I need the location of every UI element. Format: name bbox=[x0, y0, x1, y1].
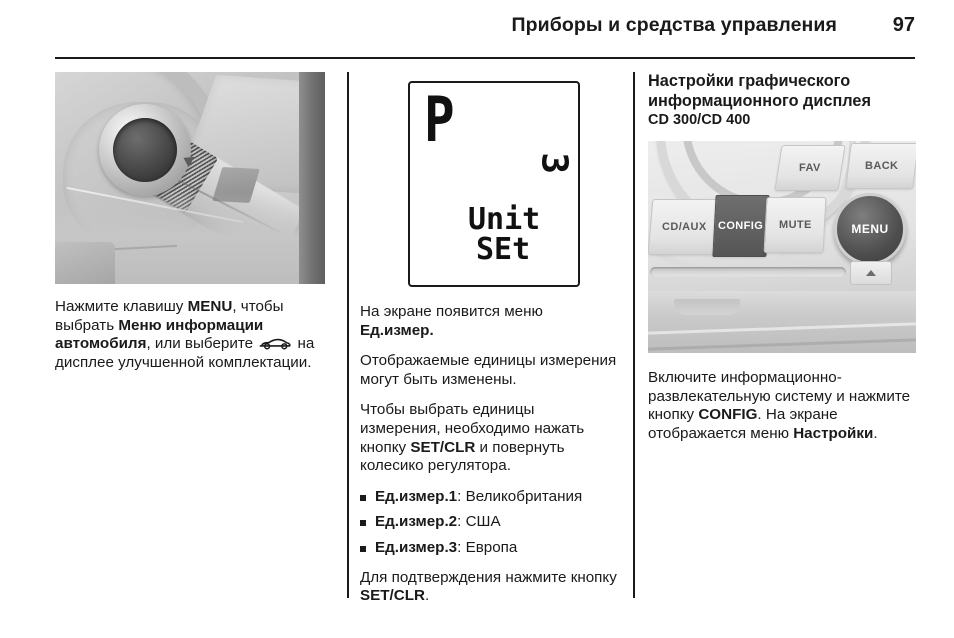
text-run: на дисплее улучшенной комплектации. bbox=[55, 335, 315, 371]
settings-menu-label: Настройки bbox=[793, 424, 874, 442]
config-key-label: CONFIG bbox=[698, 406, 758, 424]
menu-knob-label: MENU bbox=[851, 222, 889, 236]
set-clr-key-label: SET/CLR bbox=[410, 438, 476, 456]
lcd-unit-number: 3 bbox=[534, 152, 575, 175]
config-button[interactable] bbox=[712, 195, 769, 257]
header-divider-rule bbox=[55, 57, 915, 59]
instrument-cluster-lcd-screen bbox=[408, 81, 580, 287]
content-column-1 bbox=[55, 72, 325, 372]
text-run: Для подтверждения нажмите кнопку bbox=[360, 568, 617, 586]
text-run: На экране появится меню bbox=[360, 303, 543, 320]
mute-button-label: MUTE bbox=[778, 219, 812, 231]
text-run: и повернуть колесико регулятора. bbox=[360, 438, 565, 475]
text-run: , или выберите bbox=[146, 335, 258, 353]
cd-slot bbox=[650, 267, 846, 277]
option-label: Ед.измер.3 bbox=[375, 538, 458, 556]
vehicle-info-menu-label: Меню информации автомобиля bbox=[55, 316, 264, 353]
text-run: . bbox=[424, 587, 430, 605]
page-number: 97 bbox=[892, 14, 915, 36]
text-run: . На экране отображается меню bbox=[648, 406, 838, 442]
column-2-paragraph-3 bbox=[360, 401, 618, 475]
config-button-label: CONFIG bbox=[718, 220, 764, 232]
column-2-paragraph-1 bbox=[360, 303, 618, 340]
square-bullet-icon bbox=[360, 495, 366, 501]
lower-console-edge bbox=[55, 242, 115, 284]
photo-right-shadow bbox=[299, 72, 325, 284]
text-run: Включите информационно-развлекательную систему и нажмите кнопку bbox=[648, 369, 911, 424]
text-run: Нажмите клавишу bbox=[55, 298, 188, 315]
cd-aux-button-label: CD/AUX bbox=[661, 221, 707, 233]
text-run: Чтобы выбрать единицы измерения, необходимо нажать кнопку bbox=[360, 401, 585, 456]
option-label: Ед.измер.1 bbox=[375, 487, 458, 505]
lcd-gear-indicator: P bbox=[424, 83, 456, 156]
back-button[interactable] bbox=[845, 143, 916, 189]
lcd-set-label: SEt bbox=[476, 232, 531, 267]
units-menu-label: Ед.измер. bbox=[360, 321, 434, 339]
text-run: . bbox=[873, 424, 878, 442]
section-subheading: CD 300/CD 400 bbox=[648, 112, 751, 128]
eject-icon bbox=[866, 270, 876, 276]
steering-column-stalk-photo bbox=[55, 72, 325, 284]
square-bullet-icon bbox=[360, 546, 366, 552]
back-button-label: BACK bbox=[865, 160, 899, 172]
column-3-paragraph bbox=[648, 369, 916, 443]
menu-key-label: MENU bbox=[187, 298, 233, 315]
fav-button[interactable] bbox=[774, 145, 845, 191]
mute-button[interactable] bbox=[764, 197, 827, 253]
eject-button[interactable] bbox=[850, 261, 892, 285]
content-column-3 bbox=[648, 72, 916, 443]
column-divider-1 bbox=[347, 72, 349, 598]
list-item bbox=[360, 513, 618, 532]
car-side-view-icon bbox=[259, 337, 291, 350]
page-title: Приборы и средства управления bbox=[511, 14, 837, 36]
page-header bbox=[55, 14, 915, 44]
column-1-paragraph bbox=[55, 298, 325, 372]
option-label: Ед.измер.2 bbox=[375, 513, 458, 531]
fav-button-label: FAV bbox=[799, 162, 821, 174]
units-options-list bbox=[360, 488, 618, 558]
column-divider-2 bbox=[633, 72, 635, 598]
lcd-unit-label: Unit bbox=[468, 202, 541, 237]
option-value: : Европа bbox=[457, 538, 518, 556]
section-heading: Настройки графического информационного дисплея bbox=[648, 72, 871, 110]
content-column-2 bbox=[360, 72, 618, 606]
list-item bbox=[360, 488, 618, 507]
column-2-paragraph-4 bbox=[360, 569, 618, 606]
list-item bbox=[360, 539, 618, 558]
console-notch bbox=[674, 299, 740, 315]
set-clr-key-label: SET/CLR bbox=[360, 587, 425, 605]
option-value: : США bbox=[457, 513, 501, 531]
column-2-paragraph-2: Отображаемые единицы измерения могут быть изменены. bbox=[360, 352, 617, 388]
option-value: : Великобритания bbox=[457, 487, 583, 505]
square-bullet-icon bbox=[360, 520, 366, 526]
menu-knob[interactable] bbox=[834, 193, 906, 265]
infotainment-control-panel-photo bbox=[648, 141, 916, 353]
stalk-end-cap bbox=[113, 118, 177, 182]
text-run: , чтобы выбрать bbox=[55, 298, 284, 334]
cd-aux-button[interactable] bbox=[648, 199, 720, 255]
